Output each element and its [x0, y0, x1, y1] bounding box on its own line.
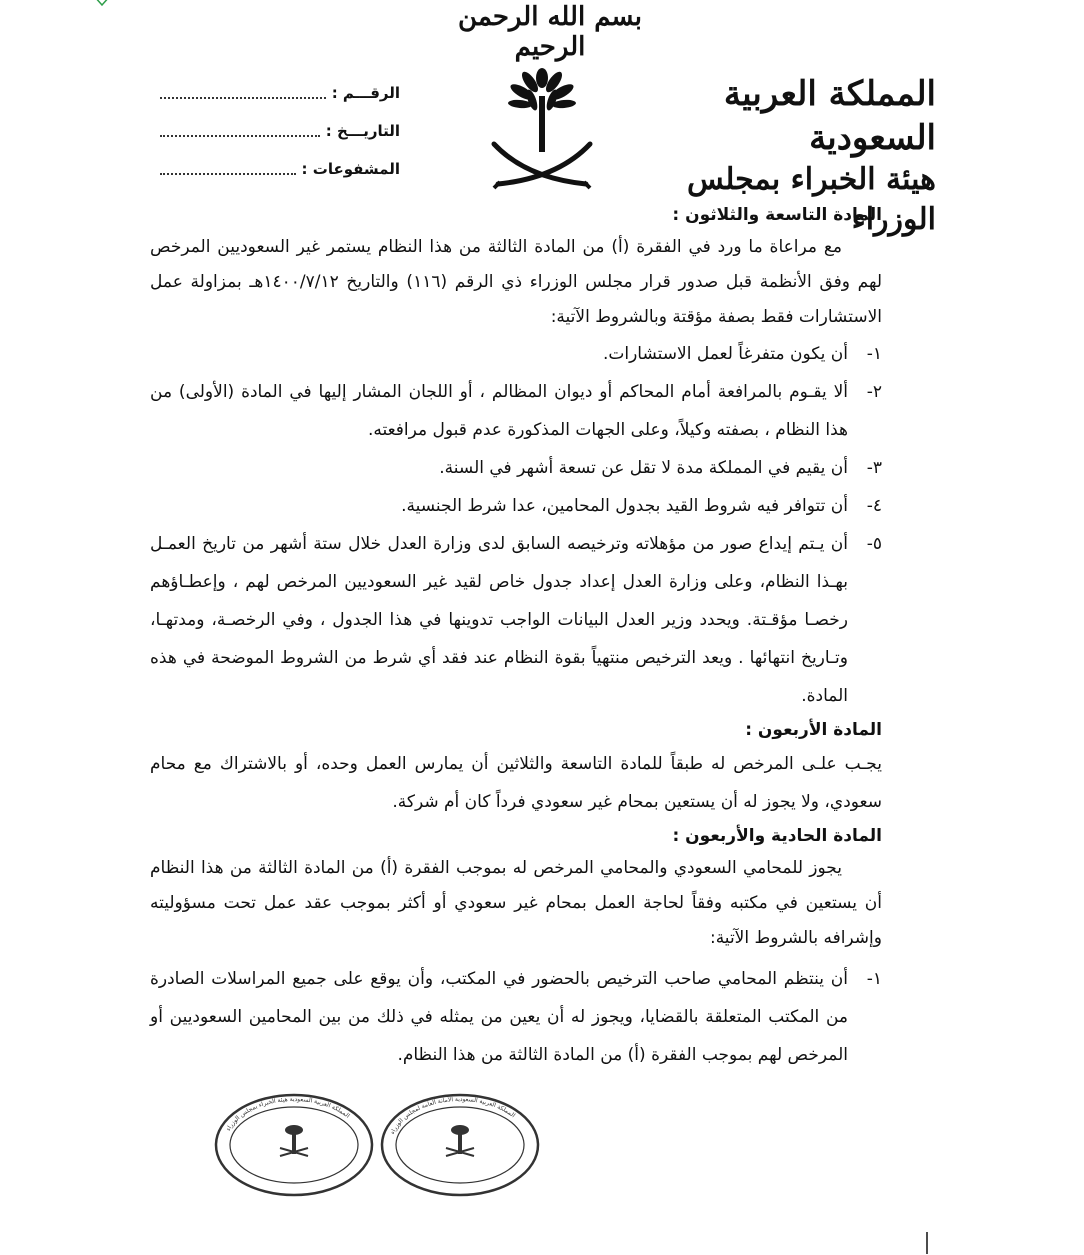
article-39-item: [150, 449, 882, 487]
stamp-emblem-icon: [280, 1125, 308, 1156]
ref-date-field: [160, 112, 400, 150]
ref-attachments-field: [160, 150, 400, 188]
svg-text:المملكة العربية السعودية الأما: المملكة العربية السعودية الأمانة العامة لمجلس الوزراء: [389, 1095, 517, 1136]
ref-number-field: [160, 74, 400, 112]
official-stamps: [212, 1090, 542, 1200]
article-39-heading: المادة التاسعة والثلاثون :: [672, 205, 882, 225]
article-39-item: [150, 335, 882, 373]
item-text: أن يـتم إيداع صور من مؤهلاته وترخيصه السابق لدى وزارة العدل خلال ستة أشهر من تاريخ العمـل بهـذا النظام، وعلى وزارة العدل إعداد جدول خاص لقيد غير السعوديين المرخص لهم ، وإعطـاؤهم رخصـا مؤقـتة. ويحدد وزير العدل البيانات الواجب تدوينها في هذا الجدول ، وفي الرخصـة، ومدتهـا، وتـاريخ انتهائها . ويعد الترخيص منتهياً بقوة النظام عند فقد أي شرط من الشروط الموضحة في هذه المادة.: [150, 534, 848, 706]
ref-number-dots: [160, 87, 326, 99]
item-text: أن يقيم في المملكة مدة لا تقل عن تسعة أشهر في السنة.: [439, 458, 848, 478]
ref-attachments-label: المشفوعات :: [301, 160, 400, 178]
reference-fields: [160, 74, 400, 188]
item-number: ٤-: [866, 496, 882, 516]
item-text: ألا يقـوم بالمرافعة أمام المحاكم أو ديوان المظالم ، أو اللجان المشار إليها في المادة (الأولى) من هذا النظام ، بصفته وكيلاً، وعلى الجهات المذكورة عدم قبول مرافعته.: [150, 382, 848, 440]
item-text: أن ينتظم المحامي صاحب الترخيص بالحضور في المكتب، وأن يوقع على جميع المراسلات الصادرة من المكتب المتعلقة بالقضايا، ويجوز له أن يعين من يمثله في ذلك من بين المحامين السعوديين أو المرخص لهم بموجب الفقرة (أ) من المادة الثالثة من هذا النظام.: [150, 969, 848, 1065]
item-number: ٣-: [866, 458, 882, 478]
article-39-item: [150, 487, 882, 525]
ref-attachments-dots: [160, 163, 296, 175]
article-39-item: [150, 373, 882, 449]
kingdom-name: المملكة العربية السعودية: [723, 74, 936, 158]
ref-date-dots: [160, 125, 320, 137]
item-number: ١-: [866, 344, 882, 364]
ref-number-label: الرقـــم :: [331, 84, 400, 102]
item-text: أن تتوافر فيه شروط القيد بجدول المحامين، عدا شرط الجنسية.: [401, 496, 848, 516]
saudi-emblem-icon: [486, 66, 598, 190]
stamp-emblem-icon: [446, 1125, 474, 1156]
basmala: بسم الله الرحمن الرحيم: [458, 2, 642, 62]
page-mark-icon: [924, 1232, 930, 1254]
item-text: أن يكون متفرغاً لعمل الاستشارات.: [602, 344, 848, 364]
general-secretariat-stamp: [382, 1095, 538, 1195]
article-41-heading: المادة الحادية والأربعون :: [672, 826, 882, 846]
article-41-item: [150, 960, 882, 1074]
svg-text:المملكة العربية السعودية هيئة: المملكة العربية السعودية هيئة الخبراء بمجلس الوزراء: [224, 1095, 351, 1133]
article-39-intro: مع مراعاة ما ورد في الفقرة (أ) من المادة الثالثة من هذا النظام يستمر غير السعوديين المرخص لهم وفق الأنظمة قبل صدور قرار مجلس الوزراء ذي الرقم (١١٦) والتاريخ ١٤٠٠/٧/١٢هـ بمزاولة عمل الاستشارات فقط بصفة مؤقتة وبالشروط الآتية:: [150, 237, 883, 327]
article-40-heading: المادة الأربعون :: [745, 720, 882, 740]
document-body: [150, 200, 882, 1074]
corner-mark-icon: [92, 0, 112, 8]
experts-commission-stamp: [216, 1095, 372, 1195]
article-40-text: يجـب علـى المرخص له طبقاً للمادة التاسعة والثلاثين أن يمارس العمل وحده، أو بالاشتراك مع محام سعودي، ولا يجوز له أن يستعين بمحام غير سعودي فرداً كان أم شركة.: [150, 754, 882, 812]
ref-date-label: التاريـــخ :: [325, 122, 400, 140]
article-39-item: [150, 525, 882, 715]
item-number: ٢-: [866, 382, 882, 402]
article-41-intro: يجوز للمحامي السعودي والمحامي المرخص له بموجب الفقرة (أ) من المادة الثالثة من هذا النظام أن يستعين في مكتبه وفقاً لحاجة العمل بمحام غير سعودي أو أكثر بموجب عقد عمل تحت مسؤوليته وإشرافه بالشروط الآتية:: [150, 858, 882, 948]
agency-name: هيئة الخبراء بمجلس الوزراء: [686, 162, 936, 237]
item-number: ٥-: [866, 534, 882, 554]
item-number: ١-: [866, 969, 882, 989]
